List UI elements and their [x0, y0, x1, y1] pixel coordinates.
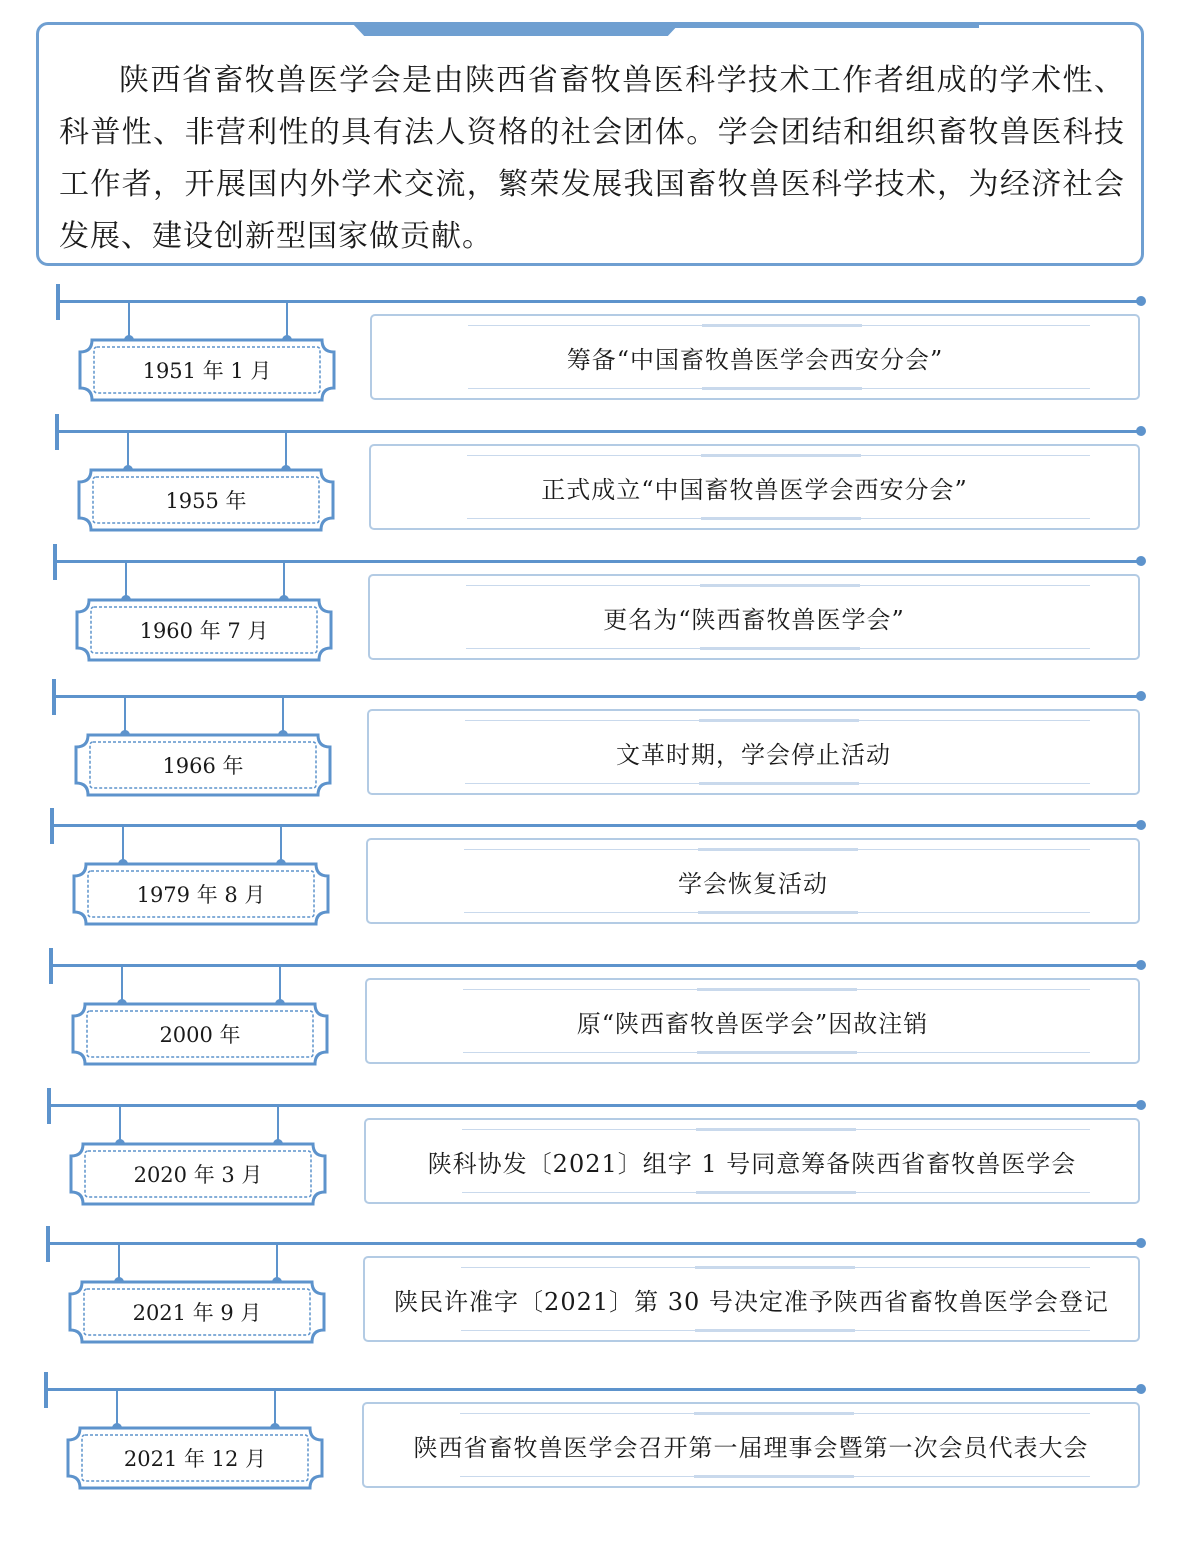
date-box	[77, 468, 335, 532]
timeline-line	[46, 1242, 1140, 1245]
timeline-row	[0, 414, 1180, 544]
date-label: 2000 年	[159, 1023, 241, 1047]
date-label: 1960 年 7 月	[139, 619, 269, 643]
event-box	[370, 314, 1140, 400]
timeline-row	[0, 1088, 1180, 1218]
event-box	[363, 1256, 1140, 1342]
timeline-row	[0, 284, 1180, 414]
timeline-line	[49, 964, 1140, 967]
date-box	[69, 1142, 327, 1206]
event-description: 更名为“陕西畜牧兽医学会”	[603, 605, 905, 634]
date-box	[74, 733, 332, 797]
event-box	[368, 574, 1140, 660]
event-description: 正式成立“中国畜牧兽医学会西安分会”	[541, 475, 968, 504]
date-label: 1966 年	[162, 754, 244, 778]
timeline-row	[0, 1372, 1180, 1502]
event-box	[364, 1118, 1140, 1204]
date-label: 2021 年 9 月	[132, 1301, 262, 1325]
event-description: 原“陕西畜牧兽医学会”因故注销	[576, 1009, 929, 1038]
timeline-end-dot	[1136, 1238, 1146, 1248]
event-box	[367, 709, 1140, 795]
timeline-end-dot	[1136, 960, 1146, 970]
timeline-line	[50, 824, 1140, 827]
timeline-row	[0, 948, 1180, 1078]
event-description: 学会恢复活动	[678, 869, 828, 898]
timeline-line	[47, 1104, 1140, 1107]
event-description: 陕科协发〔2021〕组字 1 号同意筹备陕西省畜牧兽医学会	[427, 1149, 1077, 1178]
timeline-line	[44, 1388, 1140, 1391]
event-box	[365, 978, 1140, 1064]
timeline-line	[52, 695, 1140, 698]
date-box	[71, 1002, 329, 1066]
date-box	[72, 862, 330, 926]
event-description: 陕西省畜牧兽医学会召开第一届理事会暨第一次会员代表大会	[413, 1433, 1089, 1462]
event-description: 筹备“中国畜牧兽医学会西安分会”	[566, 345, 944, 374]
timeline-line	[56, 300, 1140, 303]
timeline-end-dot	[1136, 296, 1146, 306]
date-box	[75, 598, 333, 662]
timeline-line	[53, 560, 1140, 563]
date-label: 1979 年 8 月	[136, 883, 266, 907]
timeline-end-dot	[1136, 1384, 1146, 1394]
event-description: 陕民许准字〔2021〕第 30 号决定准予陕西省畜牧兽医学会登记	[394, 1287, 1109, 1316]
date-label: 2021 年 12 月	[123, 1447, 267, 1471]
timeline-row	[0, 808, 1180, 938]
date-label: 1955 年	[165, 489, 247, 513]
timeline-end-dot	[1136, 1100, 1146, 1110]
timeline-end-dot	[1136, 426, 1146, 436]
timeline-row	[0, 1226, 1180, 1356]
date-box	[78, 338, 336, 402]
date-label: 2020 年 3 月	[133, 1163, 263, 1187]
event-box	[362, 1402, 1140, 1488]
date-box	[68, 1280, 326, 1344]
timeline-end-dot	[1136, 691, 1146, 701]
timeline-row	[0, 679, 1180, 809]
date-box	[66, 1426, 324, 1490]
date-label: 1951 年 1 月	[142, 359, 272, 383]
intro-text: 陕西省畜牧兽医学会是由陕西省畜牧兽医科学技术工作者组成的学术性、科普性、非营利性的具有法人资格的社会团体。学会团结和组织畜牧兽医科技工作者，开展国内外学术交流，繁荣发展我国畜牧兽医科学技术，为经济社会发展、建设创新型国家做贡献。	[59, 63, 1125, 254]
timeline-row	[0, 544, 1180, 674]
event-box	[366, 838, 1140, 924]
timeline-end-dot	[1136, 556, 1146, 566]
timeline-end-dot	[1136, 820, 1146, 830]
event-box	[369, 444, 1140, 530]
event-description: 文革时期，学会停止活动	[616, 740, 891, 769]
timeline-line	[55, 430, 1140, 433]
